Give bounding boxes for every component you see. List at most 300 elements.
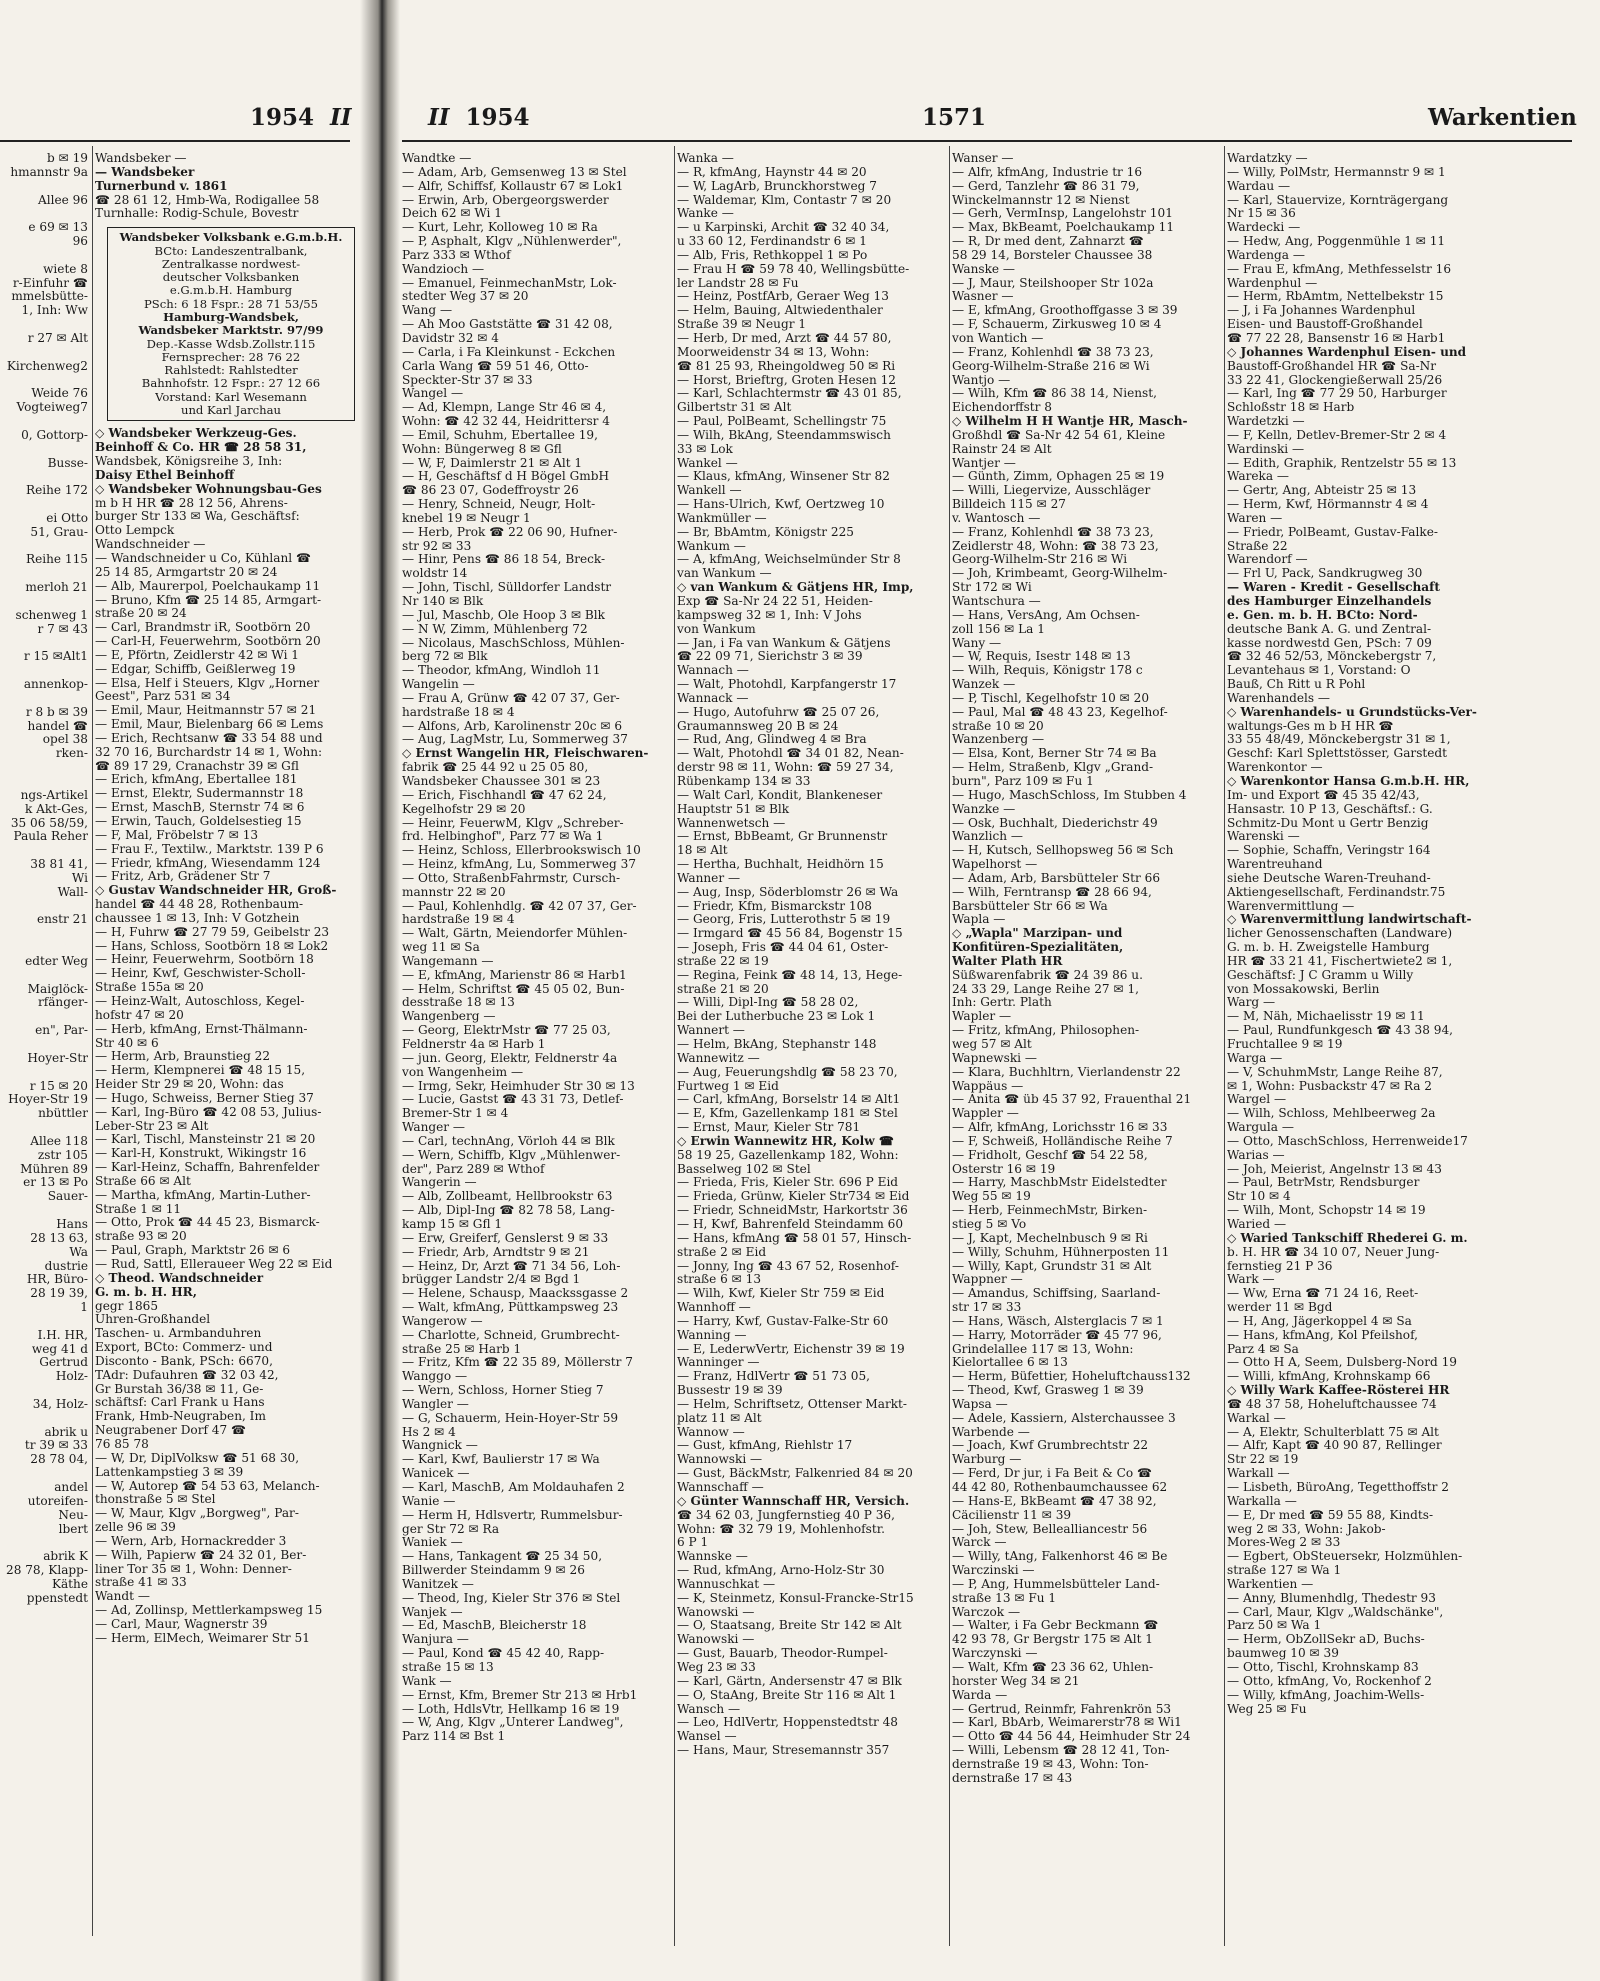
surname-heading: Wandsbeker —	[95, 152, 187, 165]
directory-entry-line: — Otto, Prok ☎ 44 45 23, Bismarck-	[95, 1216, 320, 1230]
directory-entry-line: platz 11 ✉ Alt	[677, 1411, 762, 1425]
directory-entry-line	[0, 207, 88, 221]
directory-entry-line: 38 81 41,	[30, 858, 88, 872]
directory-entry-line: ◇ Warenhandels- u Grundstücks-Ver-	[1227, 705, 1477, 719]
directory-entry-line: 1, Inh: Ww	[21, 304, 88, 318]
directory-entry-line: Reihe 172	[25, 484, 88, 498]
right-header-year: II 1954	[428, 104, 530, 131]
directory-entry-line: straße 22 ✉ 19	[677, 954, 769, 968]
directory-entry-line: — Paul, Kond ☎ 45 42 40, Rapp-	[402, 1647, 605, 1661]
directory-entry-line: Walter Plath HR	[952, 954, 1063, 968]
directory-entry-line: — H, Ang, Jägerkoppel 4 ✉ Sa	[1227, 1314, 1412, 1328]
surname-heading: Wapsa —	[952, 1397, 1008, 1411]
directory-entry-line: Käthe	[51, 1577, 88, 1591]
surname-heading: Warczynski —	[952, 1647, 1038, 1661]
surname-heading: Wardinski —	[1227, 442, 1305, 456]
directory-entry-line: Baustoff-Großhandel HR ☎ Sa-Nr	[1227, 359, 1437, 373]
directory-entry-line: — Joh, Krimbeamt, Georg-Wilhelm-	[952, 567, 1168, 581]
directory-entry-line	[0, 775, 88, 789]
directory-entry-line: — Klara, Buchhltrn, Vierlandenstr 22	[952, 1065, 1181, 1079]
directory-entry-line: Geschäftsf: J C Gramm u Willy	[1227, 968, 1414, 982]
directory-entry-line: — Hugo, Autofuhrw ☎ 25 07 26,	[677, 705, 880, 719]
advertisement-line: BCto: Landeszentralbank,	[154, 243, 308, 258]
directory-entry-line: annenkop-	[23, 678, 88, 692]
directory-entry-line: 44 42 80, Rothenbaumchaussee 62	[952, 1481, 1168, 1494]
surname-heading: Wanie —	[402, 1494, 456, 1508]
directory-entry-line: Konfitüren-Spezialitäten,	[952, 941, 1124, 955]
directory-entry-line: Str 10 ✉ 4	[1227, 1190, 1291, 1204]
directory-entry-line	[0, 761, 88, 775]
directory-entry-line: — Lucie, Gastst ☎ 43 31 73, Detlef-	[402, 1093, 624, 1107]
directory-entry-line: Reihe 115	[25, 553, 88, 567]
directory-entry-line: Gr Burstah 36/38 ✉ 11, Ge-	[95, 1382, 264, 1396]
directory-entry-line: — P, Tischl, Kegelhofstr 10 ✉ 20	[952, 691, 1150, 705]
directory-entry-line: — Alfr, Kapt ☎ 40 90 87, Rellinger	[1227, 1439, 1442, 1453]
directory-entry-line: horster Weg 34 ✉ 21	[952, 1674, 1080, 1688]
directory-entry-line: — Erich, Rechtsanw ☎ 33 54 88 und	[95, 731, 323, 745]
directory-entry-line: — Adele, Kassiern, Alsterchaussee 3	[952, 1411, 1176, 1425]
directory-entry-line: — Wilh, Kwf, Kieler Str 759 ✉ Eid	[677, 1287, 885, 1301]
directory-entry-line: — Walt, Photohdl, Karpfangerstr 17	[677, 678, 897, 692]
directory-entry-line: — Hans, kfmAng ☎ 58 01 57, Hinsch-	[677, 1231, 912, 1245]
directory-entry-line: ☎ 89 17 29, Cranachstr 39 ✉ Gfl	[95, 759, 299, 773]
directory-entry-line: — Karl-H, Konstrukt, Wikingstr 16	[95, 1147, 307, 1161]
directory-entry-line: — R, kfmAng, Haynstr 44 ✉ 20	[677, 165, 867, 179]
directory-entry-line	[0, 664, 88, 678]
directory-entry-line: HR, Büro-	[26, 1273, 88, 1287]
column-divider	[1224, 146, 1225, 1946]
directory-entry-line: — Heinr, Kwf, Geschwister-Scholl-	[95, 967, 306, 981]
surname-heading: Wanzek —	[952, 678, 1016, 692]
surname-heading: Wanzlich —	[952, 830, 1023, 844]
directory-entry-line: liner Tor 35 ✉ 1, Wohn: Denner-	[95, 1562, 292, 1576]
directory-entry-line: — Walt, Kfm ☎ 23 36 62, Uhlen-	[952, 1660, 1154, 1674]
advertisement-line: Fernsprecher: 28 76 22	[161, 349, 301, 364]
directory-entry-line: — Loth, HdlsVtr, Hellkamp 16 ✉ 19	[402, 1702, 620, 1716]
directory-entry-line: Süßwarenfabrik ☎ 24 39 86 u.	[952, 968, 1143, 982]
directory-entry-line: siehe Deutsche Waren-Treuhand-	[1227, 871, 1431, 885]
directory-entry-line: kampsweg 32 ✉ 1, Inh: V Johs	[677, 608, 862, 622]
directory-entry-line: en", Par-	[35, 1024, 88, 1038]
directory-entry-line: — u Karpinski, Archit ☎ 32 40 34,	[677, 221, 890, 235]
surname-heading: Warkentien —	[1227, 1577, 1314, 1591]
directory-entry-line: — Hertha, Buchhalt, Heidhörn 15	[677, 858, 884, 872]
directory-entry-line: ◇ Warenvermittlung landwirtschaft-	[1227, 913, 1472, 927]
surname-heading: Wany —	[952, 636, 1002, 650]
directory-entry-line: — Georg, Fris, Lutterothstr 5 ✉ 19	[677, 913, 891, 927]
directory-entry-line: straße 93 ✉ 20	[95, 1230, 187, 1244]
directory-entry-line: 35 06 58/59,	[10, 816, 88, 830]
directory-entry-line: ler Landstr 28 ✉ Fu	[677, 276, 799, 290]
directory-entry-line: e 69 ✉ 13	[28, 221, 88, 235]
left-page-column-b	[95, 152, 357, 1952]
directory-entry-line: Straße 22	[1227, 539, 1288, 553]
directory-entry-line: Exp ☎ Sa-Nr 24 22 51, Heiden-	[677, 595, 873, 608]
directory-entry-line: Weg 55 ✉ 19	[952, 1190, 1031, 1204]
directory-entry-line: — Franz, Kohlenhdl ☎ 38 73 23,	[952, 345, 1154, 359]
directory-entry-line: Hoyer-Str	[27, 1051, 88, 1065]
directory-entry-line: — Paul, Kohlenhdlg. ☎ 42 07 37, Ger-	[402, 899, 637, 913]
directory-entry-line: Wall-	[57, 885, 88, 899]
directory-entry-line: Kielortallee 6 ✉ 13	[952, 1356, 1068, 1370]
left-header-year: 1954 II	[250, 104, 352, 131]
directory-entry-line: — Friedr, PolBeamt, Gustav-Falke-	[1227, 525, 1438, 539]
directory-entry-line: ◇ Wandsbeker Wohnungsbau-Ges	[95, 482, 322, 496]
directory-entry-line: Neu-	[58, 1508, 88, 1522]
directory-entry-line	[0, 1384, 88, 1398]
directory-entry-line: Turnhalle: Rodig-Schule, Bovestr	[95, 207, 299, 221]
directory-entry-line: — Otto, kfmAng, Vo, Rockenhof 2	[1227, 1674, 1432, 1688]
directory-entry-line: — Gust, BäckMstr, Falkenried 84 ✉ 20	[677, 1467, 913, 1481]
advertisement-box	[107, 227, 355, 421]
directory-entry-line: — Hugo, Schweiss, Berner Stieg 37	[95, 1091, 314, 1105]
surname-heading: Wardau —	[1227, 179, 1291, 193]
directory-entry-line: HR ☎ 33 21 41, Fischertwiete2 ✉ 1,	[1227, 954, 1453, 968]
directory-entry-line: — E, Dr med ☎ 59 55 88, Kindts-	[1227, 1508, 1434, 1522]
surname-heading: Wareka —	[1227, 470, 1290, 484]
directory-entry-line	[0, 470, 88, 484]
surname-heading: Wankell —	[677, 484, 742, 498]
directory-entry-line: Kegelhofstr 29 ✉ 20	[402, 802, 526, 816]
directory-entry-line: Paula Reher	[13, 830, 88, 844]
surname-heading: Wardenga —	[1227, 248, 1305, 262]
directory-entry-line: — Regina, Feink ☎ 48 14, 13, Hege-	[677, 968, 903, 982]
directory-entry-line: — Rud, Ang, Glindweg 4 ✉ Bra	[677, 733, 867, 747]
directory-entry-line: — R, Dr med dent, Zahnarzt ☎	[952, 235, 1144, 249]
directory-entry-line: — F, Schweiß, Holländische Reihe 7	[952, 1134, 1173, 1148]
directory-entry-line: enstr 21	[36, 913, 88, 927]
directory-entry-line: — Wilh, BkAng, Steendammswisch	[677, 428, 891, 442]
directory-entry-line: schenweg 1	[15, 608, 88, 622]
directory-entry-line: Barsbütteler Str 66 ✉ Wa	[952, 899, 1108, 913]
directory-entry-line: — Rud, Sattl, Elleraueer Weg 22 ✉ Eid	[95, 1258, 333, 1271]
surname-heading: von Wangenheim —	[402, 1065, 524, 1079]
surname-heading: Wankum —	[677, 539, 746, 553]
directory-entry-line: — K, Steinmetz, Konsul-Francke-Str15	[677, 1591, 914, 1605]
directory-entry-line	[0, 1536, 88, 1550]
directory-entry-line: fernstieg 21 P 36	[1227, 1259, 1333, 1273]
surname-heading: Waried —	[1227, 1217, 1287, 1231]
surname-heading: Wark —	[1227, 1273, 1275, 1287]
directory-entry-line: er 13 ✉ Po	[23, 1176, 88, 1190]
directory-entry-line: 1	[80, 1301, 88, 1315]
directory-entry-line: Turnerbund v. 1861	[95, 179, 228, 193]
directory-entry-line: — Georg, ElektrMstr ☎ 77 25 03,	[402, 1024, 611, 1038]
directory-entry-line: — Walt, kfmAng, Püttkampsweg 23	[402, 1301, 619, 1315]
directory-entry-line: hardstraße 19 ✉ 4	[402, 913, 515, 927]
directory-entry-line: — jun. Georg, Elektr, Feldnerstr 4a	[402, 1051, 618, 1065]
directory-entry-line: — Carl, Brandmstr iR, Sootbörn 20	[95, 621, 311, 635]
advertisement-line: Rahlstedt: Rahlstedter	[164, 363, 298, 378]
directory-entry-line	[0, 498, 88, 512]
surname-heading: Wantjo —	[952, 373, 1011, 387]
directory-entry-line: Lattenkampstieg 3 ✉ 39	[95, 1465, 244, 1479]
directory-entry-line: Wohn: ☎ 32 79 19, Mohlenhofstr.	[677, 1522, 886, 1536]
directory-entry-line: ☎ 32 46 52/53, Mönckebergstr 7,	[1227, 650, 1437, 664]
directory-entry-line: — Lisbeth, BüroAng, Tegetthoffstr 2	[1227, 1481, 1449, 1494]
surname-heading: Wangerow —	[402, 1314, 483, 1328]
directory-entry-line: G. m. b. H. HR,	[95, 1285, 197, 1299]
directory-entry-line: knebel 19 ✉ Neugr 1	[402, 511, 531, 525]
surname-heading: Wangnick —	[402, 1439, 478, 1453]
directory-entry-line: — Osk, Buchhalt, Diederichstr 49	[952, 816, 1158, 830]
directory-entry-line: ◇ Gustav Wandschneider HR, Groß-	[95, 884, 337, 898]
surname-heading: Wappäus —	[952, 1079, 1024, 1093]
directory-entry-line	[0, 1467, 88, 1481]
directory-entry-line: — Jul, Maschb, Ole Hoop 3 ✉ Blk	[402, 608, 606, 622]
directory-entry-line: weg 2 ✉ 33, Wohn: Jakob-	[1227, 1522, 1386, 1536]
directory-entry-line: Weg 25 ✉ Fu	[1227, 1702, 1307, 1716]
directory-entry-line: Winckelmannstr 12 ✉ Nienst	[952, 193, 1130, 207]
directory-entry-line: — Otto, StraßenbFahrmstr, Cursch-	[402, 871, 621, 885]
directory-entry-line: — Ed, MaschB, Bleicherstr 18	[402, 1619, 587, 1633]
surname-heading: Warga —	[1227, 1051, 1283, 1065]
directory-entry-line: Eichendorffstr 8	[952, 401, 1052, 415]
directory-entry-line: Bei der Lutherbuche 23 ✉ Lok 1	[677, 1010, 876, 1024]
directory-entry-line: wiete 8	[43, 262, 88, 276]
directory-entry-line: gegr 1865	[95, 1299, 159, 1313]
directory-entry-line: weg 11 ✉ Sa	[402, 941, 480, 955]
directory-entry-line: — Joach, Kwf Grumbrechtstr 22	[952, 1439, 1149, 1453]
directory-entry-line: — Alfr, Schiffsf, Kollaustr 67 ✉ Lok1	[402, 179, 624, 193]
directory-entry-line: andel	[54, 1481, 88, 1494]
directory-entry-line: — Helm, Schriftst ☎ 45 05 02, Bun-	[402, 982, 625, 996]
directory-entry-line: weg 41 d	[31, 1342, 88, 1356]
directory-entry-line: straße 6 ✉ 13	[677, 1273, 762, 1287]
directory-entry-line: 58 19 25, Gazellenkamp 182, Wohn:	[677, 1148, 899, 1162]
directory-entry-line: straße 15 ✉ 13	[402, 1660, 494, 1674]
directory-entry-line: — Waren - Kredit - Gesellschaft	[1227, 581, 1440, 595]
surname-heading: Warck —	[952, 1536, 1007, 1550]
directory-entry-line: — Ernst, Maur, Kieler Str 781	[677, 1121, 861, 1135]
surname-heading: Wangel —	[402, 387, 464, 401]
directory-entry-line: — J, Kapt, Mechelnbusch 9 ✉ Ri	[952, 1231, 1148, 1245]
directory-entry-line: Mores-Weg 2 ✉ 33	[1227, 1536, 1341, 1550]
directory-entry-line: hofstr 47 ✉ 20	[95, 1008, 184, 1022]
surname-heading: Warburg —	[952, 1453, 1022, 1467]
surname-heading: Wappner —	[952, 1273, 1023, 1287]
directory-entry-line: 6 P 1	[677, 1536, 709, 1550]
directory-entry-line: — Erwin, Tauch, Goldelsestieg 15	[95, 815, 302, 828]
directory-entry-line: Mühren 89	[20, 1162, 88, 1176]
directory-entry-line: — Helm, BkAng, Stephanstr 148	[677, 1038, 877, 1051]
directory-entry-line: des Hamburger Einzelhandels	[1227, 595, 1432, 608]
surname-heading: Wannach —	[677, 664, 749, 678]
surname-heading: Wanninger —	[677, 1356, 760, 1370]
directory-entry-line: Warentreuhand	[1227, 858, 1323, 872]
directory-entry-line: — Irmg, Sekr, Heimhuder Str 30 ✉ 13	[402, 1079, 635, 1093]
directory-entry-line: Beinhoff & Co. HR ☎ 28 58 31,	[95, 441, 307, 455]
directory-entry-line: — Hedw, Ang, Poggenmühle 1 ✉ 11	[1227, 235, 1446, 249]
directory-entry-line: r 27 ✉ Alt	[27, 331, 88, 345]
directory-entry-line: — Friedr, SchneidMstr, Harkortstr 36	[677, 1204, 908, 1218]
directory-entry-line: — Emil, Maur, Heitmannstr 57 ✉ 21	[95, 704, 317, 718]
directory-entry-line: — Helm, Bauing, Altwiedenthaler	[677, 304, 883, 318]
directory-column-2	[677, 152, 945, 1962]
directory-entry-line: Holz-	[55, 1370, 88, 1384]
advertisement-line: Zentralkasse nordwest-	[161, 256, 301, 271]
directory-entry-line: r 8 b ✉ 39	[25, 705, 88, 719]
directory-entry-line: Hoyer-Str 19	[8, 1093, 88, 1107]
directory-entry-line	[0, 1038, 88, 1052]
directory-entry-line: straße 41 ✉ 33	[95, 1576, 187, 1590]
directory-entry-line: — Hans, kfmAng, Kol Pfeilshof,	[1227, 1328, 1418, 1342]
directory-entry-line: — Frieda, Grünw, Kieler Str734 ✉ Eid	[677, 1190, 910, 1204]
directory-entry-line: — Theod, Kwf, Grasweg 1 ✉ 39	[952, 1384, 1144, 1398]
directory-entry-line: — Karl, Gärtn, Andersenstr 47 ✉ Blk	[677, 1674, 902, 1688]
directory-entry-line: — Helene, Schausp, Maackssgasse 2	[402, 1287, 629, 1301]
directory-entry-line: 51, Grau-	[30, 525, 88, 539]
advertisement-line: e.G.m.b.H. Hamburg	[169, 283, 293, 298]
directory-entry-line: Bauß, Ch Ritt u R Pohl	[1227, 678, 1366, 692]
directory-entry-line	[0, 180, 88, 194]
directory-entry-line: — Willi, Liegervize, Ausschläger	[952, 484, 1151, 498]
directory-entry-line: Allee 96	[37, 193, 88, 207]
left-page	[0, 0, 362, 1981]
directory-entry-line: — Hans, VersAng, Am Ochsen-	[952, 608, 1140, 622]
directory-entry-line: ☎ 81 25 93, Rheingoldweg 50 ✉ Ri	[677, 359, 896, 373]
directory-entry-line: der", Parz 289 ✉ Wthof	[402, 1162, 545, 1176]
right-page	[398, 0, 1588, 1981]
directory-entry-line: — Hans, Tankagent ☎ 25 34 50,	[402, 1550, 603, 1564]
directory-entry-line: — Fritz, Arb, Grädener Str 7	[95, 870, 271, 884]
directory-entry-line: ☎ 22 09 71, Sierichstr 3 ✉ 39	[677, 650, 863, 664]
directory-entry-line: — Aug, LagMstr, Lu, Sommerweg 37	[402, 733, 628, 747]
directory-entry-line: ppenstedt	[26, 1591, 88, 1605]
directory-entry-line: — Frau H ☎ 59 78 40, Wellingsbütte-	[677, 262, 910, 276]
directory-entry-line: — Alfons, Arb, Karolinenstr 20c ✉ 6	[402, 719, 623, 733]
directory-entry-line: — Wilh, Schloss, Mehlbeerweg 2a	[1227, 1107, 1436, 1121]
directory-entry-line: — Herm, RbAmtm, Nettelbekstr 15	[1227, 290, 1444, 304]
directory-entry-line: — Wern, Schloss, Horner Stieg 7	[402, 1384, 604, 1398]
surname-heading: Wardecki —	[1227, 221, 1301, 235]
directory-entry-line: — Herm H, Hdlsvertr, Rummelsbur-	[402, 1508, 623, 1522]
directory-entry-line: zstr 105	[37, 1148, 88, 1162]
directory-entry-line: 28 78 04,	[30, 1453, 88, 1467]
directory-entry-line: Deich 62 ✉ Wi 1	[402, 207, 502, 221]
directory-column-1	[402, 152, 670, 1962]
surname-heading: Wargel —	[1227, 1093, 1287, 1107]
directory-entry-line: — A, Elektr, Schulterblatt 75 ✉ Alt	[1227, 1425, 1439, 1439]
surname-heading: Wappler —	[952, 1107, 1019, 1121]
directory-entry-line: — Erwin, Arb, Obergeorgswerder	[402, 193, 609, 207]
directory-entry-line: — Ernst, Elektr, Sudermannstr 18	[95, 787, 304, 801]
directory-entry-line: — Herm, Arb, Braunstieg 22	[95, 1050, 271, 1064]
directory-entry-line: — Jan, i Fa van Wankum & Gätjens	[677, 636, 891, 650]
directory-entry-line: — Karl, MaschB, Am Moldauhafen 2	[402, 1481, 625, 1494]
directory-entry-line: Hansastr. 10 P 13, Geschäftsf.: G.	[1227, 802, 1433, 816]
advertisement-line: Bahnhofstr. 12 Fspr.: 27 12 66	[141, 376, 321, 391]
surname-heading: Warczinski —	[952, 1564, 1035, 1578]
directory-column-3	[952, 152, 1220, 1962]
directory-entry-line: Frank, Hmb-Neugraben, Im	[95, 1410, 266, 1424]
directory-entry-line: — Sophie, Schaffn, Veringstr 164	[1227, 844, 1431, 858]
directory-entry-line: — Gerh, VermInsp, Langelohstr 101	[952, 207, 1173, 221]
surname-heading: Warenhandels —	[1227, 691, 1331, 705]
directory-entry-line: straße 21 ✉ 20	[677, 982, 769, 996]
surname-heading: Wardatzky —	[1227, 152, 1308, 165]
surname-heading: Wankel —	[677, 456, 738, 470]
directory-entry-line: — W, Ang, Klgv „Unterer Landweg",	[402, 1716, 624, 1730]
surname-heading: Warenvermittlung —	[1227, 899, 1355, 913]
directory-entry-line: — Ernst, Kfm, Bremer Str 213 ✉ Hrb1	[402, 1688, 638, 1702]
directory-entry-line: 33 ✉ Lok	[677, 442, 733, 456]
directory-entry-line: dustrie	[44, 1259, 88, 1273]
directory-entry-line: — Aug, Feuerungshdlg ☎ 58 23 70,	[677, 1065, 898, 1079]
directory-entry-line: — W, Requis, Isestr 148 ✉ 13	[952, 650, 1131, 664]
surname-heading: Warkall —	[1227, 1467, 1290, 1481]
directory-entry-line: Taschen- u. Armbanduhren	[95, 1327, 262, 1341]
directory-entry-line: — Ah Moo Gaststätte ☎ 31 42 08,	[402, 318, 613, 332]
directory-entry-line: straße 10 ✉ 20	[952, 719, 1044, 733]
left-header-rule	[0, 140, 350, 142]
directory-entry-line: — J, Maur, Steilshooper Str 102a	[952, 276, 1154, 290]
directory-entry-line: ◇ Erwin Wannewitz HR, Kolw ☎	[677, 1134, 894, 1148]
directory-entry-line: 18 ✉ Alt	[677, 844, 728, 858]
directory-entry-line: — Aug, Insp, Söderblomstr 26 ✉ Wa	[677, 885, 899, 899]
directory-entry-line: Gertrud	[39, 1356, 88, 1370]
directory-entry-line	[0, 595, 88, 609]
directory-entry-line: deutsche Bank A. G. und Zentral-	[1227, 622, 1432, 636]
surname-heading: Wangenberg —	[402, 1010, 496, 1024]
directory-entry-line: — Kurt, Lehr, Kolloweg 10 ✉ Ra	[402, 221, 598, 235]
surname-heading: van Wankum —	[677, 567, 772, 581]
directory-entry-line: — Helm, Schriftsetz, Ottenser Markt-	[677, 1397, 907, 1411]
directory-entry-line: Heider Str 29 ✉ 20, Wohn: das	[95, 1078, 284, 1092]
directory-entry-line: Weg 23 ✉ 33	[677, 1660, 756, 1674]
directory-entry-line: — Wandschneider u Co, Kühlanl ☎	[95, 551, 312, 565]
directory-entry-line: Hans	[56, 1217, 88, 1231]
directory-entry-line	[0, 540, 88, 554]
directory-entry-line: — Karl-Heinz, Schaffn, Bahrenfelder	[95, 1161, 320, 1175]
directory-entry-line: — Adam, Arb, Gemsenweg 13 ✉ Stel	[402, 165, 627, 179]
directory-entry-line: — H, Geschäftsf d H Bögel GmbH	[402, 470, 610, 484]
directory-entry-line: — Erich, Fischhandl ☎ 47 62 24,	[402, 788, 607, 802]
directory-entry-line: u 33 60 12, Ferdinandstr 6 ✉ 1	[677, 235, 867, 249]
surname-heading: Warenkontor —	[1227, 761, 1323, 775]
directory-entry-line: — N W, Zimm, Mühlenberg 72	[402, 622, 588, 636]
directory-entry-line: ◇ Johannes Wardenphul Eisen- und	[1227, 345, 1467, 359]
directory-entry-line: — Wern, Arb, Hornackredder 3	[95, 1534, 287, 1548]
directory-entry-line: — Friedr, Kfm, Bismarckstr 108	[677, 899, 872, 913]
directory-entry-line: Allee 118	[30, 1134, 88, 1148]
column-divider	[674, 146, 675, 1946]
page-number: 1571	[922, 104, 987, 131]
directory-entry-line: desstraße 18 ✉ 13	[402, 996, 515, 1010]
directory-entry-line: k Akt-Ges,	[24, 802, 88, 816]
directory-entry-line: — Jonny, Ing ☎ 43 67 52, Rosenhof-	[677, 1259, 899, 1273]
directory-entry-line: Cäcilienstr 11 ✉ 39	[952, 1508, 1072, 1522]
directory-entry-line	[0, 318, 88, 332]
directory-entry-line: — Herb, Dr med, Arzt ☎ 44 57 80,	[677, 331, 892, 345]
directory-entry-line: — Gust, kfmAng, Riehlstr 17	[677, 1439, 853, 1453]
directory-column-4	[1227, 152, 1497, 1962]
directory-entry-line: Georg-Wilhelm-Str 216 ✉ Wi	[952, 553, 1128, 567]
directory-entry-line: — Joseph, Fris ☎ 44 04 61, Oster-	[677, 941, 889, 955]
advertisement-line: deutscher Volksbanken	[162, 270, 300, 285]
directory-entry-line: — Walt, Photohdl ☎ 34 01 82, Nean-	[677, 747, 904, 761]
directory-entry-line: edter Weg	[25, 954, 88, 968]
directory-entry-line: — Willy, kfmAng, Joachim-Wells-	[1227, 1688, 1425, 1702]
directory-entry-line: ◇ van Wankum & Gätjens HR, Imp,	[677, 581, 914, 595]
directory-entry-line: — W, Maur, Klgv „Borgweg", Par-	[95, 1507, 299, 1521]
directory-entry-line: Parz 333 ✉ Wthof	[402, 248, 511, 262]
directory-entry-line: merloh 21	[25, 581, 88, 595]
directory-entry-line: 25 14 85, Armgartstr 20 ✉ 24	[95, 565, 278, 579]
directory-entry-line: stedter Weg 37 ✉ 20	[402, 290, 529, 304]
directory-entry-line	[0, 374, 88, 388]
directory-entry-line: — Otto, Tischl, Krohnskamp 83	[1227, 1660, 1419, 1674]
